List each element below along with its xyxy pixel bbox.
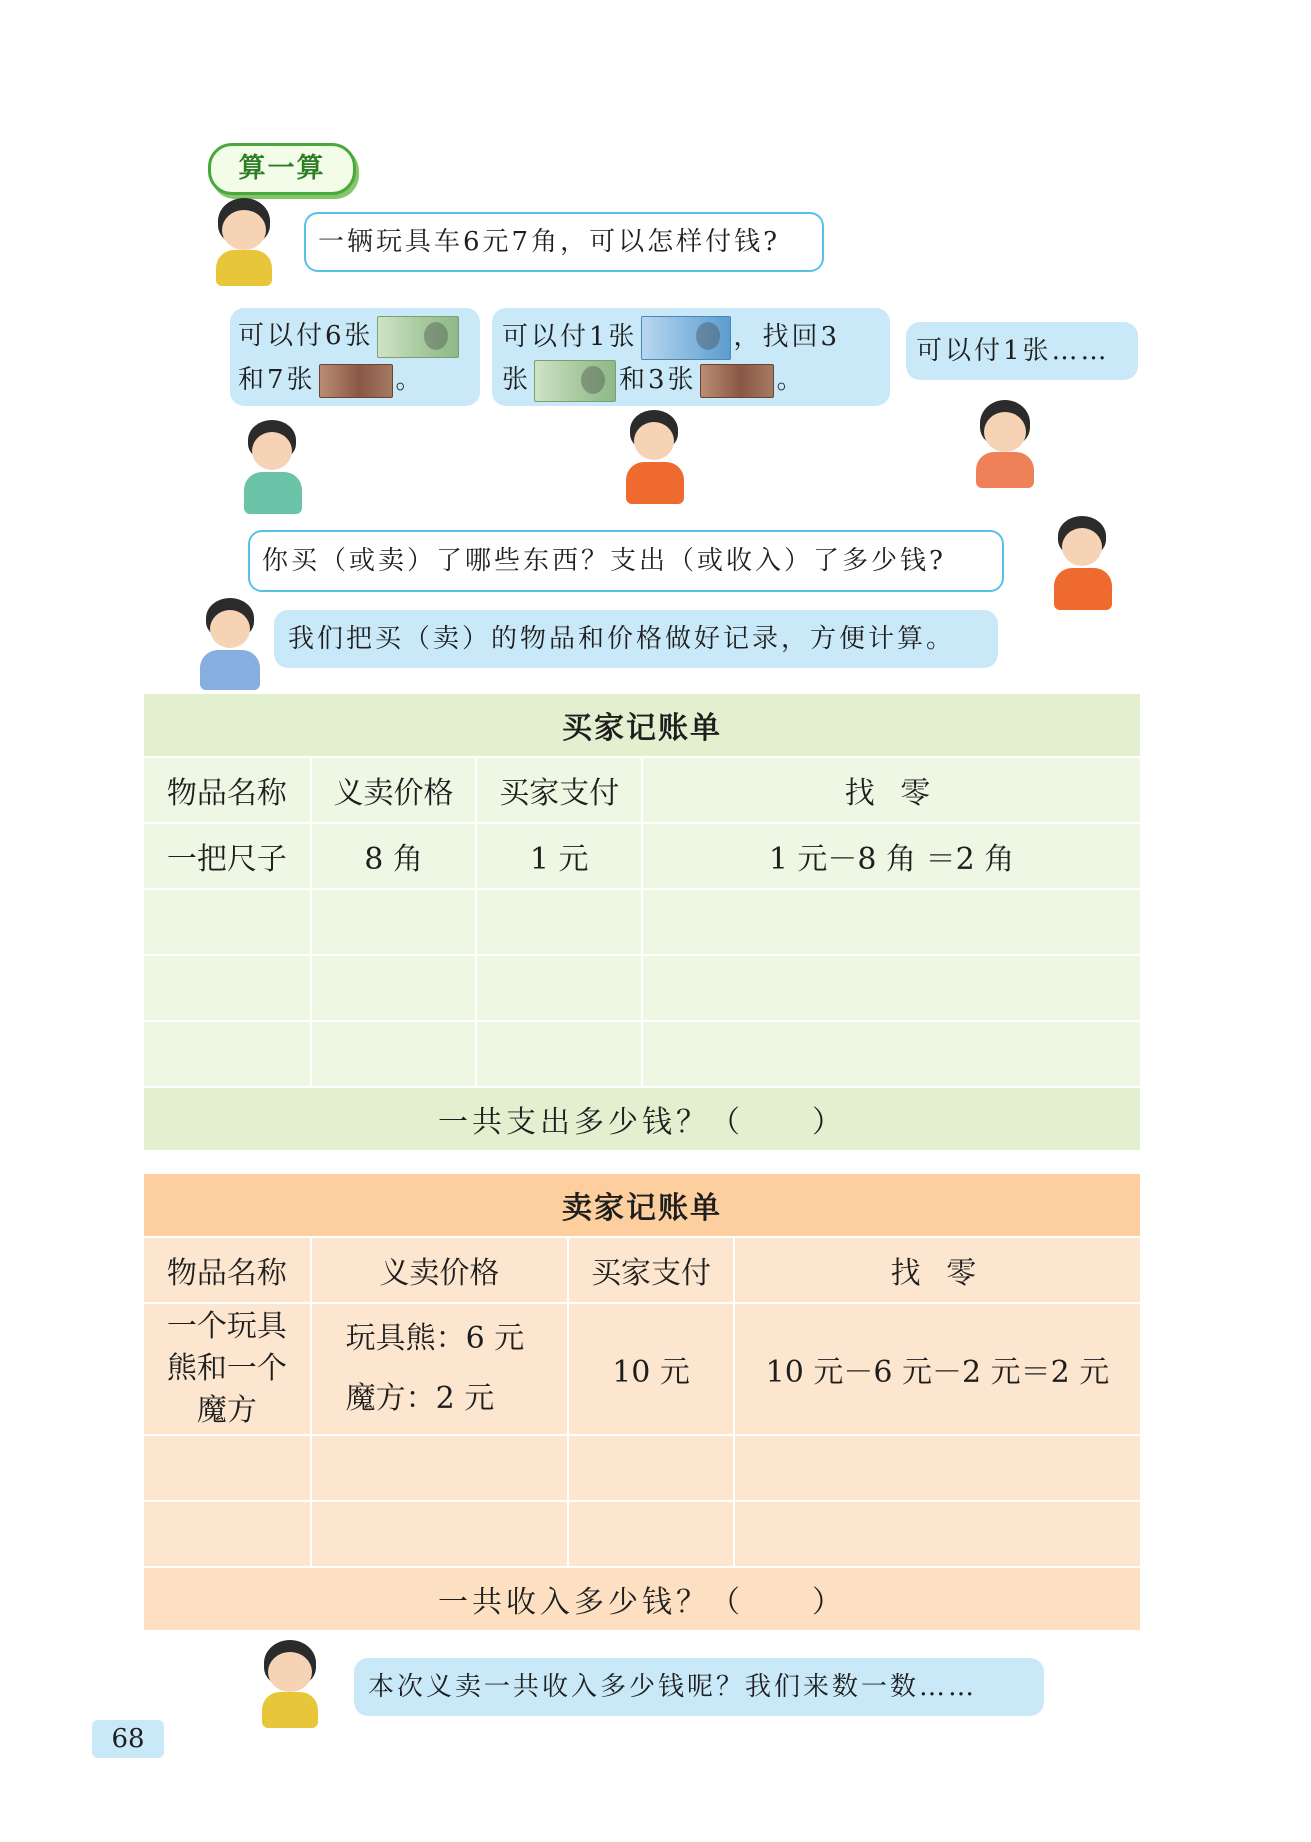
answer-bubble-3 <box>906 322 1138 380</box>
seller-row1-item <box>143 1303 311 1435</box>
answer-bubble-1 <box>230 308 480 406</box>
buyer-row1-change: 1 元－8 角 ＝2 角 <box>642 823 1141 889</box>
table-row <box>143 1303 1141 1435</box>
seller-header-change: 找 零 <box>734 1237 1141 1303</box>
record-bubble <box>274 610 998 668</box>
buyer-total-question: 一共支出多少钱？（ ） <box>143 1087 1141 1151</box>
answer1-line2: 和7张 <box>238 365 316 395</box>
page-number: 68 <box>92 1720 164 1758</box>
seller-row1-item-line: 一个玩具 <box>166 1309 287 1344</box>
answer1-period: 。 <box>395 365 425 395</box>
seller-row1-price <box>311 1303 569 1435</box>
boy-character-icon <box>228 420 318 516</box>
record-text: 我们把买（卖）的物品和价格做好记录，方便计算。 <box>288 624 956 654</box>
table-row <box>143 889 1141 955</box>
one-yuan-note-icon <box>377 316 459 358</box>
final-bubble <box>354 1658 1044 1716</box>
boy-character-icon <box>1036 516 1126 612</box>
final-text: 本次义卖一共收入多少钱呢？我们来数一数…… <box>368 1672 978 1702</box>
table-row <box>143 1501 1141 1567</box>
ten-yuan-note-icon <box>641 316 731 360</box>
seller-ledger-table <box>142 1172 1142 1632</box>
buyer-header-item: 物品名称 <box>143 757 311 823</box>
answer2-line2b: 和3张 <box>619 365 697 395</box>
buyer-ledger-table <box>142 692 1142 1152</box>
table-row <box>143 955 1141 1021</box>
answer2-period: 。 <box>776 365 806 395</box>
girl-character-icon <box>200 198 290 288</box>
one-yuan-note-icon <box>534 360 616 402</box>
answer3-text: 可以付1张…… <box>916 336 1110 366</box>
buyer-row1-paid: 1 元 <box>476 823 642 889</box>
answer1-line1: 可以付6张 <box>238 321 374 351</box>
seller-header-paid: 买家支付 <box>568 1237 734 1303</box>
seller-row1-price-line: 玩具熊：6 元 <box>345 1321 525 1356</box>
seller-table-title: 卖家记账单 <box>143 1173 1141 1237</box>
buyer-header-price: 义卖价格 <box>311 757 477 823</box>
seller-row1-item-line: 魔方 <box>196 1393 257 1428</box>
answer2-line2a: 张 <box>502 365 532 395</box>
ask-bubble <box>248 530 1004 592</box>
table-row <box>143 823 1141 889</box>
boy-character-icon <box>612 410 696 506</box>
girl-character-icon <box>244 1640 334 1730</box>
seller-row1-paid: 10 元 <box>568 1303 734 1435</box>
answer-bubble-2 <box>492 308 890 406</box>
buyer-row1-item: 一把尺子 <box>143 823 311 889</box>
answer2-line1b: ，找回3 <box>733 322 841 352</box>
question-text: 一辆玩具车6元7角，可以怎样付钱? <box>318 227 781 257</box>
seller-row1-price-line: 魔方：2 元 <box>345 1381 495 1416</box>
ask-text: 你买（或卖）了哪些东西？支出（或收入）了多少钱? <box>262 546 946 576</box>
table-row <box>143 1435 1141 1501</box>
seller-header-price: 义卖价格 <box>311 1237 569 1303</box>
girl-character-icon <box>960 400 1050 490</box>
question-bubble <box>304 212 824 272</box>
one-jiao-note-icon <box>700 364 774 398</box>
seller-row1-item-line: 熊和一个 <box>166 1351 287 1386</box>
seller-row1-change: 10 元－6 元－2 元＝2 元 <box>734 1303 1141 1435</box>
buyer-row1-price: 8 角 <box>311 823 477 889</box>
section-tag: 算一算 <box>208 143 356 195</box>
seller-total-question: 一共收入多少钱？（ ） <box>143 1567 1141 1631</box>
buyer-table-title: 买家记账单 <box>143 693 1141 757</box>
buyer-header-paid: 买家支付 <box>476 757 642 823</box>
buyer-header-change: 找 零 <box>642 757 1141 823</box>
table-row <box>143 1021 1141 1087</box>
boy-character-icon <box>186 598 276 690</box>
seller-header-item: 物品名称 <box>143 1237 311 1303</box>
one-jiao-note-icon <box>319 364 393 398</box>
answer2-line1a: 可以付1张 <box>502 322 638 352</box>
